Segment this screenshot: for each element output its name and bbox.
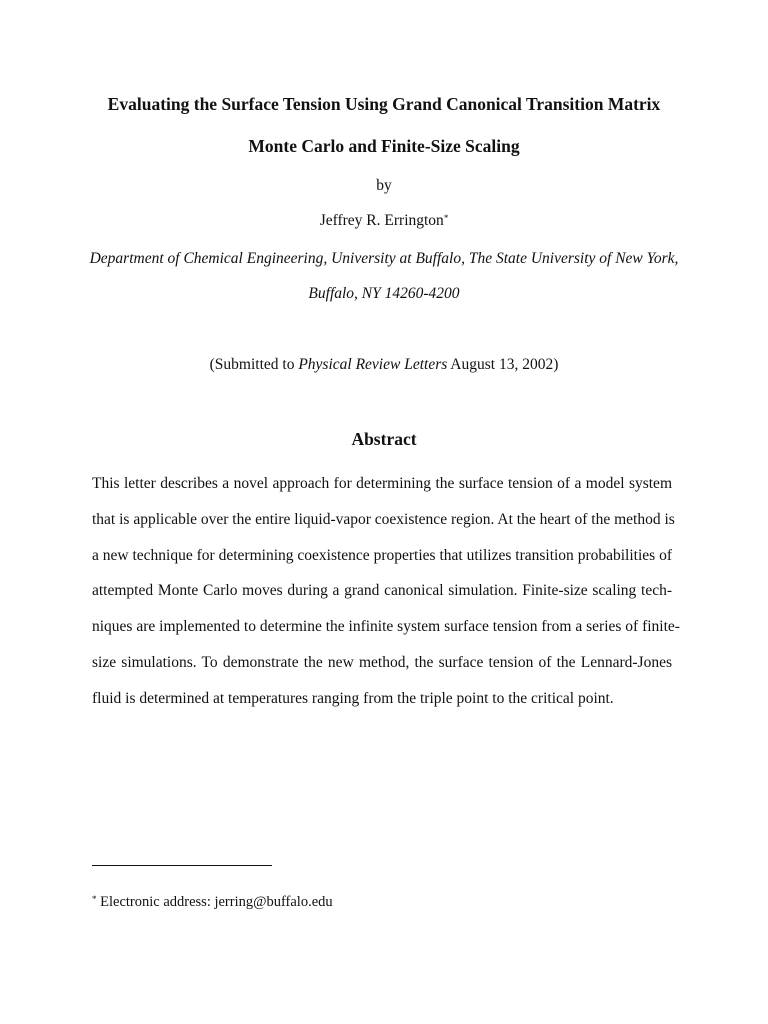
footnote-mark: * [92, 894, 97, 904]
paper-title-line-2: Monte Carlo and Finite-Size Scaling [248, 136, 520, 156]
affiliation-line-1: Department of Chemical Engineering, University at Buffalo, The State University of New York, [89, 250, 679, 267]
footnote-divider [92, 865, 272, 866]
abstract-body [92, 466, 680, 717]
abstract-line: This letter describes a novel approach for determining the surface tension of a model system [92, 475, 672, 492]
submission-suffix: August 13, 2002) [447, 356, 559, 373]
abstract-line: attempted Monte Carlo moves during a grand canonical simulation. Finite-size scaling tech- [92, 582, 672, 600]
abstract-heading: Abstract [351, 429, 417, 449]
byline: by [376, 177, 392, 194]
submission-prefix: (Submitted to [209, 356, 299, 373]
author-line [0, 211, 768, 231]
abstract-line: size simulations. To demonstrate the new method, the surface tension of the Lennard-Jones [92, 653, 672, 671]
abstract-line: a new technique for determining coexistence properties that utilizes transition probabilities of [92, 546, 672, 564]
footnote [92, 892, 333, 912]
author-footnote-mark: * [443, 213, 449, 223]
submission-note [0, 355, 768, 375]
abstract-line: that is applicable over the entire liquid-vapor coexistence region. At the heart of the method is [92, 510, 675, 528]
journal-name: Physical Review Letters [298, 356, 448, 373]
paper-title-line-1: Evaluating the Surface Tension Using Grand Canonical Transition Matrix [107, 94, 661, 114]
abstract-line: niques are implemented to determine the infinite system surface tension from a series of finite- [92, 618, 680, 636]
footnote-text: Electronic address: jerring@buffalo.edu [96, 894, 333, 910]
abstract-line: fluid is determined at temperatures ranging from the triple point to the critical point. [92, 689, 614, 707]
author-name: Jeffrey R. Errington [319, 212, 444, 229]
affiliation-line-2: Buffalo, NY 14260-4200 [308, 285, 460, 302]
